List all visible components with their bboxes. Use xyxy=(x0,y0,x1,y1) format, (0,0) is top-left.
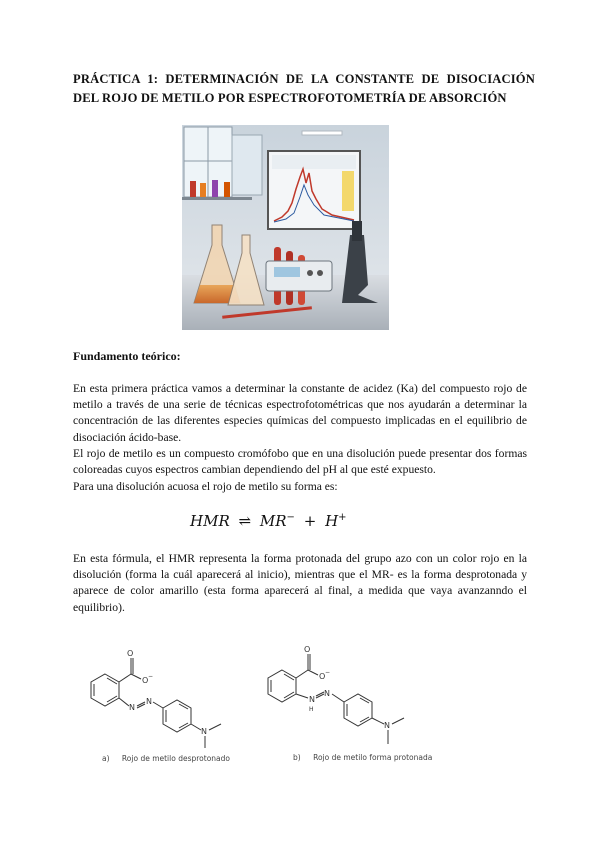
paragraph-chromophore xyxy=(73,446,527,478)
paragraph-text: El rojo de metilo es un compuesto cromófobo que en una disolución puede presentar dos formas coloreadas cuyos espectros cambian dependiendo del pH al que esté expuesto. xyxy=(73,447,527,477)
atom-n3: N xyxy=(201,727,207,736)
caption-b xyxy=(293,753,432,762)
formula-plus: + xyxy=(303,512,317,530)
paragraph-aqueous xyxy=(73,479,527,495)
atom-n2: N xyxy=(324,689,330,698)
paragraph-text: Para una disolución acuosa el rojo de metilo su forma es: xyxy=(73,480,338,493)
o-charge: − xyxy=(148,673,154,680)
page-title: PRÁCTICA 1: DETERMINACIÓN DE LA CONSTANTE DE DISOCIACIÓN DEL ROJO DE METILO POR ESPECTROFOTOMETRÍA DE ABSORCIÓN xyxy=(73,72,535,105)
formula-h: H xyxy=(325,512,339,530)
paragraph-text: En esta fórmula, el HMR representa la forma protonada del grupo azo con un color rojo en la disolución (forma la cuál aparecerá al inicio), mientras que el MR- es la forma desprotonada y aparece de color amarillo (esta forma aparecerá al final, a medida que vaya avanzanndo el equilibrio). xyxy=(73,552,527,614)
caption-text: Rojo de metilo desprotonado xyxy=(121,754,230,763)
formula-mr-charge: − xyxy=(286,512,295,523)
atom-o-minus: O xyxy=(142,676,149,685)
atom-n1: N xyxy=(309,695,315,704)
formula-mr: MR xyxy=(259,512,287,530)
structure-deprotonated xyxy=(75,636,245,756)
formula-h-charge: + xyxy=(338,512,347,523)
formula-hmr: HMR xyxy=(190,512,230,530)
structure-protonated xyxy=(260,632,430,752)
caption-text: Rojo de metilo forma protonada xyxy=(313,753,433,762)
equilibrium-arrow: ⇌ xyxy=(238,512,252,530)
atom-o: O xyxy=(127,649,134,658)
equilibrium-formula xyxy=(190,512,347,530)
atom-o-minus: O xyxy=(319,672,326,681)
o-charge: − xyxy=(325,669,331,676)
section-heading: Fundamento teórico: xyxy=(73,349,181,363)
caption-a xyxy=(102,754,230,763)
atom-n1: N xyxy=(129,703,135,712)
atom-n3: N xyxy=(384,721,390,730)
caption-letter: b) xyxy=(293,753,301,762)
paragraph-text: En esta primera práctica vamos a determinar la constante de acidez (Ka) del compuesto rojo de metilo a través de una serie de técnicas espectrofotométricas que nos ayudarán a determinar la concentración de las diferentes especies químicas del compuesto implicadas en el equilibrio de disociación ácido-base. xyxy=(73,382,527,444)
lab-illustration-image xyxy=(182,125,389,330)
atom-h: H xyxy=(309,706,314,713)
paragraph-explanation xyxy=(73,551,527,616)
paragraph-intro xyxy=(73,381,527,446)
atom-o: O xyxy=(304,645,311,654)
caption-letter: a) xyxy=(102,754,110,763)
atom-n2: N xyxy=(146,697,152,706)
